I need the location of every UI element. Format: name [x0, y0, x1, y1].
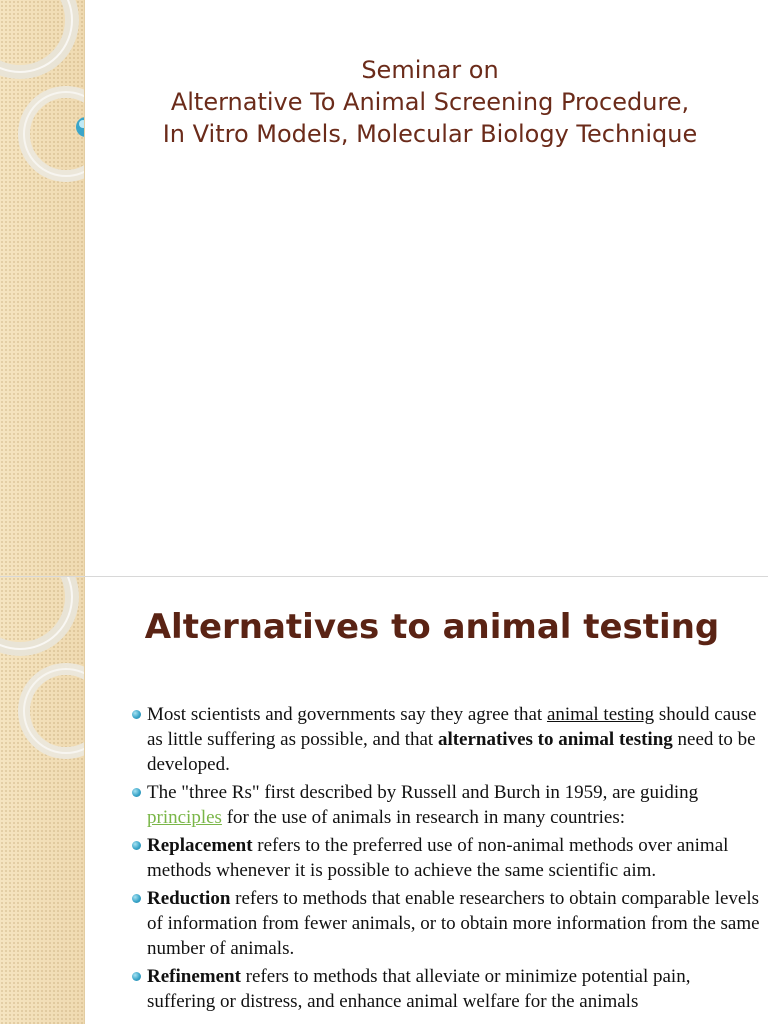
seminar-title — [96, 54, 764, 150]
decorative-rings-graphic — [0, 577, 85, 1024]
decorative-sidebar — [0, 0, 85, 576]
bullet-dot-icon — [132, 788, 141, 797]
slide-heading: Alternatives to animal testing — [144, 607, 720, 647]
bullet-item: Refinement refers to methods that alleviate or minimize potential pain, suffering or distress, and enhance animal welfare for the animals — [132, 964, 762, 1014]
bullet-dot-icon — [132, 710, 141, 719]
bullet-item: Replacement refers to the preferred use of non-animal methods over animal methods whenever it is possible to achieve the same scientific aim. — [132, 833, 762, 883]
bullet-list — [132, 702, 762, 1017]
bullet-item: Reduction refers to methods that enable researchers to obtain comparable levels of information from fewer animals, or to obtain more information from the same number of animals. — [132, 886, 762, 961]
principles-link[interactable]: principles — [147, 807, 222, 828]
title-line: In Vitro Models, Molecular Biology Technique — [162, 120, 698, 148]
bullet-dot-icon — [132, 841, 141, 850]
bullet-dot-icon — [132, 894, 141, 903]
bullet-dot-icon — [132, 972, 141, 981]
decorative-rings-graphic — [0, 0, 85, 576]
decorative-sidebar — [0, 577, 85, 1024]
title-line: Seminar on — [361, 56, 499, 84]
bullet-item: Most scientists and governments say they agree that animal testing should cause as little suffering as possible, and that alternatives to animal testing need to be developed. — [132, 702, 762, 777]
bullet-item: The "three Rs" first described by Russell and Burch in 1959, are guiding principles for the use of animals in research in many countries: — [132, 780, 762, 830]
animal-testing-link[interactable]: animal testing — [546, 704, 655, 725]
title-line: Alternative To Animal Screening Procedure, — [170, 88, 690, 116]
